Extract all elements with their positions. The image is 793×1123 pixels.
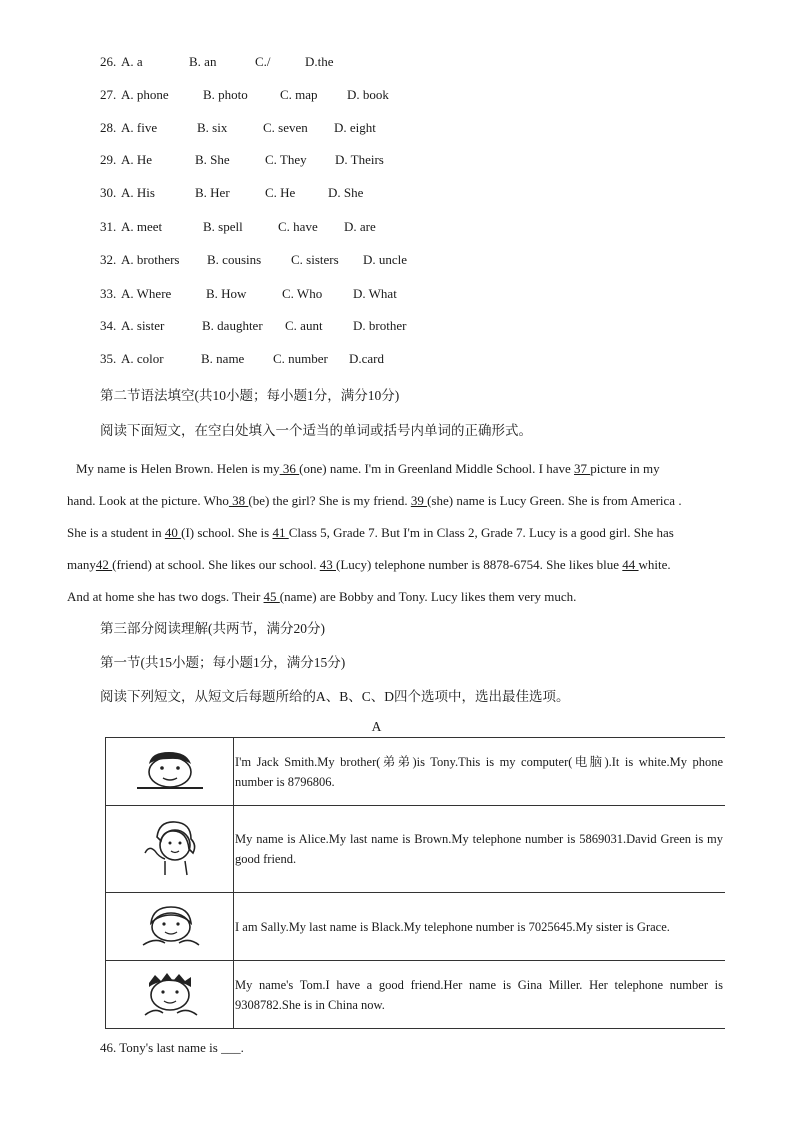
option-a[interactable]: A. a <box>121 54 143 69</box>
blank-37[interactable]: 37 <box>574 461 591 476</box>
option-d[interactable]: D. eight <box>334 120 376 135</box>
option-b[interactable]: B. an <box>189 54 217 69</box>
question-number: 35. <box>100 351 117 366</box>
option-a[interactable]: A. phone <box>121 87 169 102</box>
question-row <box>100 185 364 203</box>
question-number: 30. <box>100 185 117 200</box>
blank-45[interactable]: 45 <box>263 589 280 604</box>
passage-line-3: She is a student in 40 (I) school. She is 41 Class 5, Grade 7. But I'm in Class 2, Grade 7. Lucy is a good girl. She has <box>67 525 674 540</box>
option-c[interactable]: C. number <box>273 351 328 366</box>
question-row <box>100 252 408 270</box>
passage-line-5: And at home she has two dogs. Their 45 (name) are Bobby and Tony. Lucy likes them very much. <box>67 589 577 604</box>
blank-39[interactable]: 39 <box>410 493 428 508</box>
question-row <box>100 318 407 336</box>
table-row <box>106 806 726 893</box>
option-d[interactable]: D. Theirs <box>335 152 384 167</box>
question-number: 34. <box>100 318 117 333</box>
question-number: 31. <box>100 219 117 234</box>
table-row <box>106 738 726 806</box>
blank-38[interactable]: 38 <box>228 493 249 508</box>
option-a[interactable]: A. He <box>121 152 153 167</box>
option-c[interactable]: C. He <box>265 185 296 200</box>
option-a[interactable]: A. His <box>121 185 155 200</box>
option-a[interactable]: A. color <box>121 351 164 366</box>
option-a[interactable]: A. five <box>121 120 158 135</box>
option-b[interactable]: B. spell <box>203 219 243 234</box>
passage-line-4: many42 (friend) at school. She likes our school. 43 (Lucy) telephone number is 8878-6754. She likes blue 44 white. <box>67 557 671 572</box>
passage-line-1: My name is Helen Brown. Helen is my 36 (one) name. I'm in Greenland Middle School. I have 37 picture in my <box>76 461 660 476</box>
girl-portrait-icon <box>106 806 234 893</box>
boy-tom-portrait-icon <box>106 961 234 1029</box>
question-row <box>100 54 334 72</box>
option-b[interactable]: B. daughter <box>202 318 263 333</box>
table-row <box>106 961 726 1029</box>
option-d[interactable]: D. brother <box>353 318 407 333</box>
blank-41[interactable]: 41 <box>272 525 289 540</box>
table-row <box>106 893 726 961</box>
option-b[interactable]: B. photo <box>203 87 248 102</box>
question-row <box>100 152 384 170</box>
option-b[interactable]: B. How <box>206 286 247 301</box>
option-c[interactable]: C. map <box>280 87 318 102</box>
girl-face-icon <box>106 893 234 961</box>
row-text: I am Sally.My last name is Black.My telephone number is 7025645.My sister is Grace. <box>234 893 726 961</box>
question-row <box>100 120 376 138</box>
option-a[interactable]: A. sister <box>121 318 165 333</box>
passage-label: A <box>371 719 382 734</box>
question-number: 32. <box>100 252 117 267</box>
option-c[interactable]: C. sisters <box>291 252 339 267</box>
question-row <box>100 351 385 369</box>
option-d[interactable]: D.the <box>305 54 334 69</box>
option-c[interactable]: C./ <box>255 54 271 69</box>
row-text: My name's Tom.I have a good friend.Her name is Gina Miller. Her telephone number is 9308782.She is in China now. <box>234 961 726 1029</box>
blank-44[interactable]: 44 <box>622 557 639 572</box>
part3-title: 第三部分阅读理解(共两节，满分20分) <box>100 621 325 636</box>
blank-43[interactable]: 43 <box>319 557 336 572</box>
option-a[interactable]: A. Where <box>121 286 172 301</box>
option-c[interactable]: C. have <box>278 219 318 234</box>
row-text: I'm Jack Smith.My brother(弟弟)is Tony.This is my computer(电脑).It is white.My phone number is 8796806. <box>234 738 726 806</box>
option-d[interactable]: D. She <box>328 185 364 200</box>
option-c[interactable]: C. aunt <box>285 318 323 333</box>
option-a[interactable]: A. brothers <box>121 252 180 267</box>
question-row <box>100 87 389 105</box>
section1-instructions: 阅读下列短文，从短文后每题所给的A、B、C、D四个选项中，选出最佳选项。 <box>100 689 570 704</box>
question-number: 33. <box>100 286 117 301</box>
option-b[interactable]: B. She <box>195 152 230 167</box>
option-b[interactable]: B. cousins <box>207 252 262 267</box>
option-d[interactable]: D.card <box>349 351 385 366</box>
question-row <box>100 286 397 304</box>
section1-title: 第一节(共15小题；每小题1分，满分15分) <box>100 655 346 670</box>
option-a[interactable]: A. meet <box>121 219 163 234</box>
option-d[interactable]: D. uncle <box>363 252 408 267</box>
blank-40[interactable]: 40 <box>164 525 182 540</box>
boy-portrait-icon <box>106 738 234 806</box>
blank-42[interactable]: 42 <box>95 557 113 572</box>
option-d[interactable]: D. are <box>344 219 376 234</box>
passage-line-2: hand. Look at the picture. Who 38 (be) the girl? She is my friend. 39 (she) name is Lucy Green. She is from America . <box>67 493 682 508</box>
question-number: 29. <box>100 152 117 167</box>
question-number: 26. <box>100 54 117 69</box>
option-b[interactable]: B. name <box>201 351 245 366</box>
blank-36[interactable]: 36 <box>279 461 300 476</box>
question-number: 28. <box>100 120 117 135</box>
question-number: 27. <box>100 87 117 102</box>
option-c[interactable]: C. Who <box>282 286 323 301</box>
question-row <box>100 219 376 237</box>
option-c[interactable]: C. seven <box>263 120 308 135</box>
question-46: 46. Tony's last name is ___. <box>100 1040 244 1055</box>
option-b[interactable]: B. Her <box>195 185 230 200</box>
option-d[interactable]: D. book <box>347 87 389 102</box>
row-text: My name is Alice.My last name is Brown.My telephone number is 5869031.David Green is my good friend. <box>234 806 726 893</box>
option-d[interactable]: D. What <box>353 286 397 301</box>
section2-instructions: 阅读下面短文，在空白处填入一个适当的单词或括号内单词的正确形式。 <box>100 423 532 438</box>
option-c[interactable]: C. They <box>265 152 307 167</box>
option-b[interactable]: B. six <box>197 120 228 135</box>
reading-table <box>105 737 725 1029</box>
section2-title: 第二节语法填空(共10小题；每小题1分，满分10分) <box>100 388 400 403</box>
